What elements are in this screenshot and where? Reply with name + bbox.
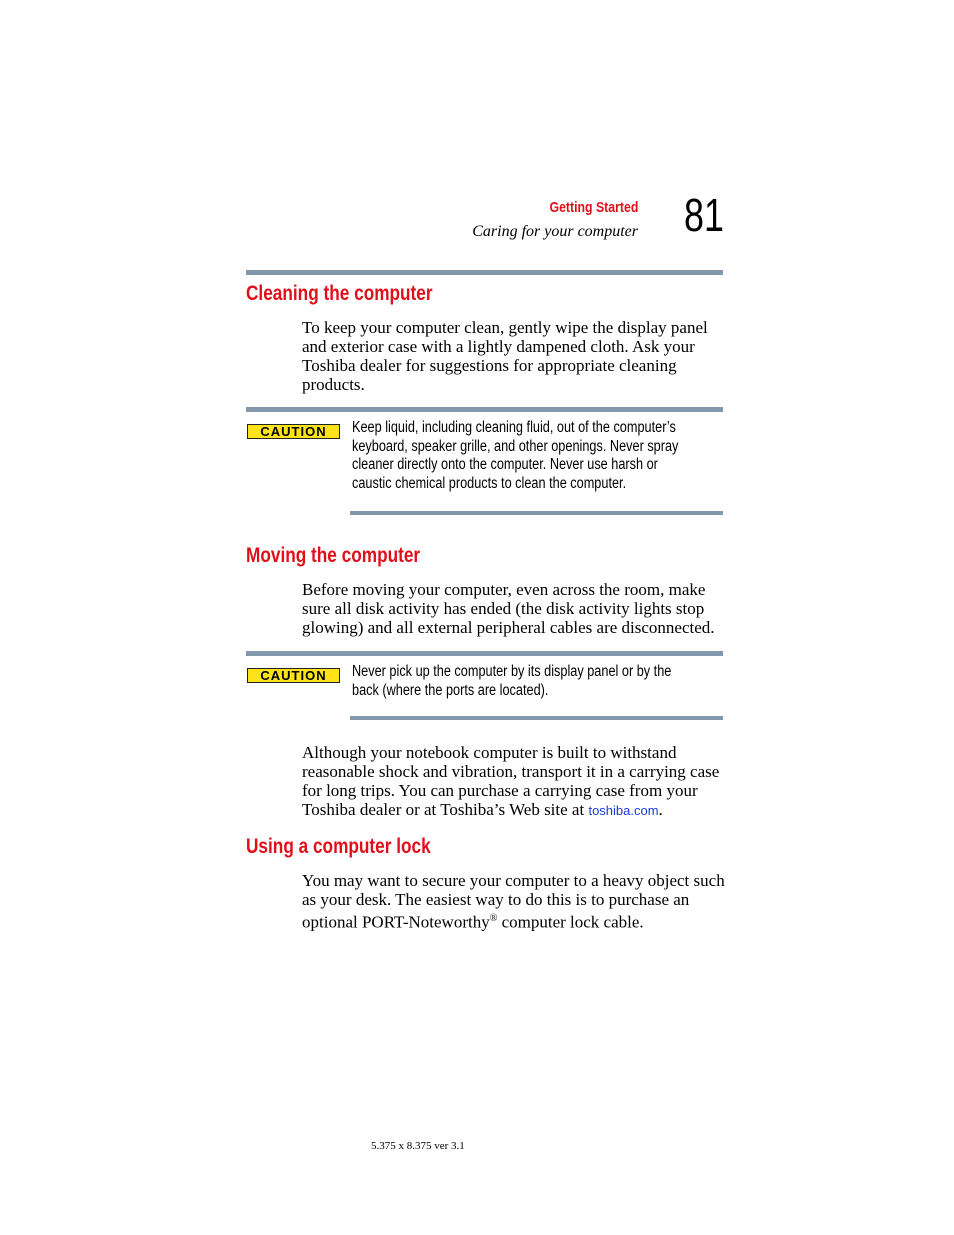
section-heading-lock: Using a computer lock: [246, 835, 431, 858]
caution-text-cleaning: Keep liquid, including cleaning fluid, out of the computer’s keyboard, speaker grille, and other openings. Never spray cleaner directly onto the computer. Never use harsh or caustic chemical products to clean the computer.: [352, 419, 679, 492]
section-subtitle: Caring for your computer: [472, 223, 638, 240]
moving-paragraph: Before moving your computer, even across the room, make sure all disk activity has ended (the disk activity lights stop glowing) and all external peripheral cables are disconnected.: [302, 580, 715, 637]
section-heading-moving: Moving the computer: [246, 544, 421, 567]
caution-badge: CAUTION: [247, 424, 340, 439]
lock-paragraph: [302, 871, 727, 932]
page-footer: 5.375 x 8.375 ver 3.1: [371, 1140, 465, 1152]
registered-mark: ®: [489, 913, 498, 924]
carrying-case-paragraph: [302, 743, 727, 820]
lock-text-end: computer lock cable.: [497, 912, 644, 932]
section-heading-cleaning: Cleaning the computer: [246, 282, 433, 305]
caution-bottom-rule: [350, 716, 723, 720]
caution-top-rule: [246, 407, 723, 412]
caution-bottom-rule: [350, 511, 723, 515]
chapter-title: Getting Started: [549, 199, 638, 216]
caution-text-moving: Never pick up the computer by its display panel or by the back (where the ports are located).: [352, 663, 672, 699]
caution-top-rule: [246, 651, 723, 656]
lock-text: You may want to secure your computer to a heavy object such as your desk. The easiest way to do this is to purchase an optional PORT-Noteworthy: [302, 871, 725, 932]
sentence-end: .: [658, 800, 663, 819]
caution-badge: CAUTION: [247, 668, 340, 683]
carrying-case-text: Although your notebook computer is built to withstand reasonable shock and vibration, transport it in a carrying case for long trips. You can purchase a carrying case from your Toshiba dealer or at Toshiba’s Web site at: [302, 743, 720, 819]
toshiba-link[interactable]: toshiba.com: [588, 803, 659, 818]
cleaning-paragraph: To keep your computer clean, gently wipe the display panel and exterior case with a lightly dampened cloth. Ask your Toshiba dealer for suggestions for appropriate cleaning products.: [302, 318, 708, 394]
section-rule: [246, 270, 723, 275]
page-number: 81: [684, 189, 724, 241]
